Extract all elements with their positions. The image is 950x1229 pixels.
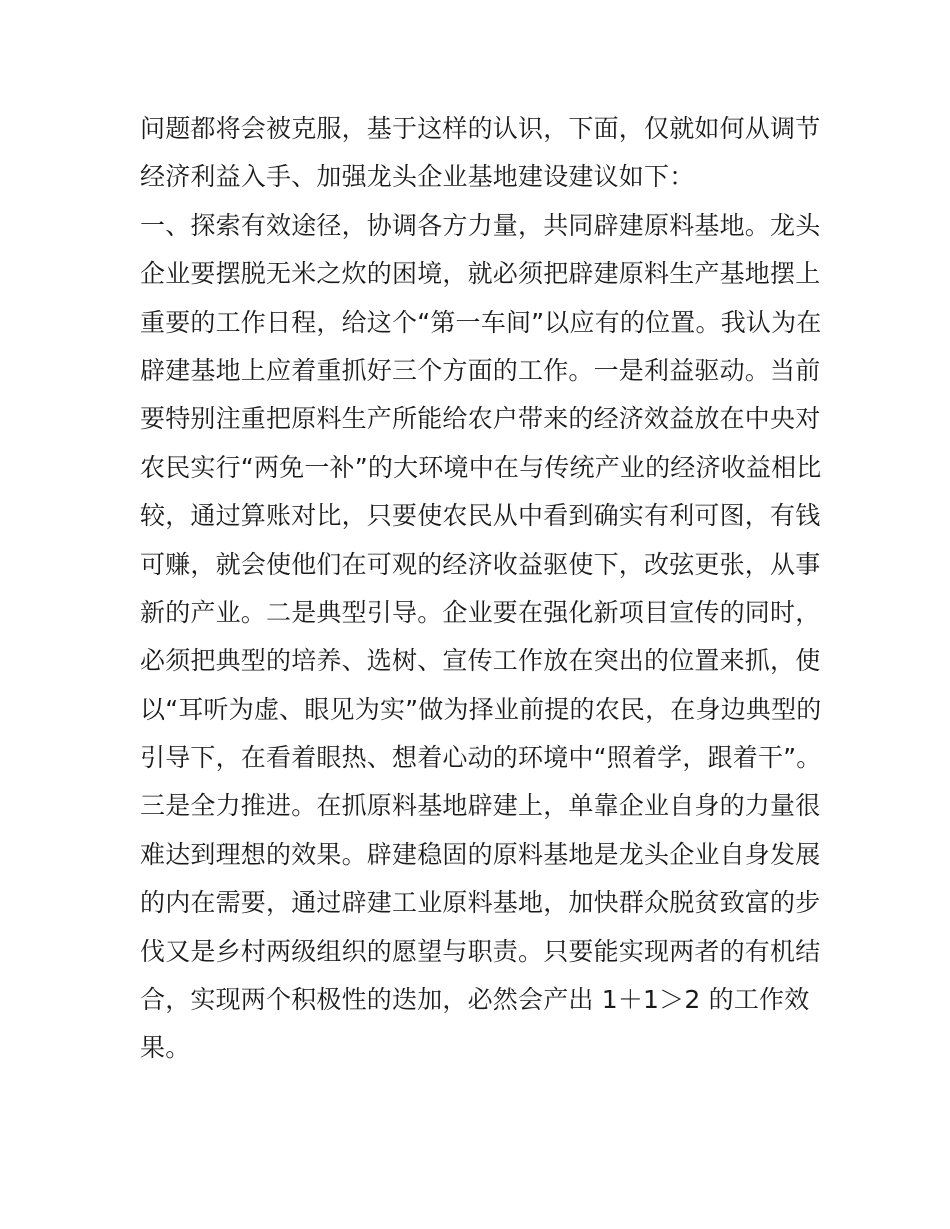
text-line: 可赚，就会使他们在可观的经济收益驱使下，改弦更张，从事 [140,549,821,579]
text-line: 伐又是乡村两级组织的愿望与职责。只要能实现两者的有机结 [140,936,821,966]
text-line: 必须把典型的培养、选树、宣传工作放在突出的位置来抓，使 [140,646,821,676]
text-line: 较，通过算账对比，只要使农民从中看到确实有利可图，有钱 [140,501,821,531]
text-line: 三是全力推进。在抓原料基地辟建上，单靠企业自身的力量很 [140,791,821,821]
text-line: 引导下，在看着眼热、想着心动的环境中“照着学，跟着干”。 [140,743,822,773]
text-line: 辟建基地上应着重抓好三个方面的工作。一是利益驱动。当前 [140,355,821,385]
body-text [140,105,820,1073]
text-line: 一、探索有效途径，协调各方力量，共同辟建原料基地。龙头 [140,210,821,240]
text-line: 问题都将会被克服，基于这样的认识，下面，仅就如何从调节 [140,114,821,143]
text-line: 以“耳听为虚、眼见为实”做为择业前提的农民，在身边典型的 [140,694,822,724]
text-line: 企业要摆脱无米之炊的困境，就必须把辟建原料生产基地摆上 [140,259,821,289]
text-line: 新的产业。二是典型引导。企业要在强化新项目宣传的同时， [140,597,821,627]
text-line: 要特别注重把原料生产所能给农户带来的经济效益放在中央对 [140,404,821,434]
text-line: 合，实现两个积极性的迭加，必然会产出 1＋1＞2 的工作效 [140,985,810,1015]
text-line: 经济利益入手、加强龙头企业基地建设建议如下： [140,162,695,192]
text-line: 难达到理想的效果。辟建稳固的原料基地是龙头企业自身发展 [140,839,821,869]
text-line: 重要的工作日程，给这个“第一车间”以应有的位置。我认为在 [140,307,822,337]
text-line: 农民实行“两免一补”的大环境中在与传统产业的经济收益相比 [140,452,822,482]
text-line: 的内在需要，通过辟建工业原料基地，加快群众脱贫致富的步 [140,888,821,918]
text-line: 果。 [140,1033,191,1063]
